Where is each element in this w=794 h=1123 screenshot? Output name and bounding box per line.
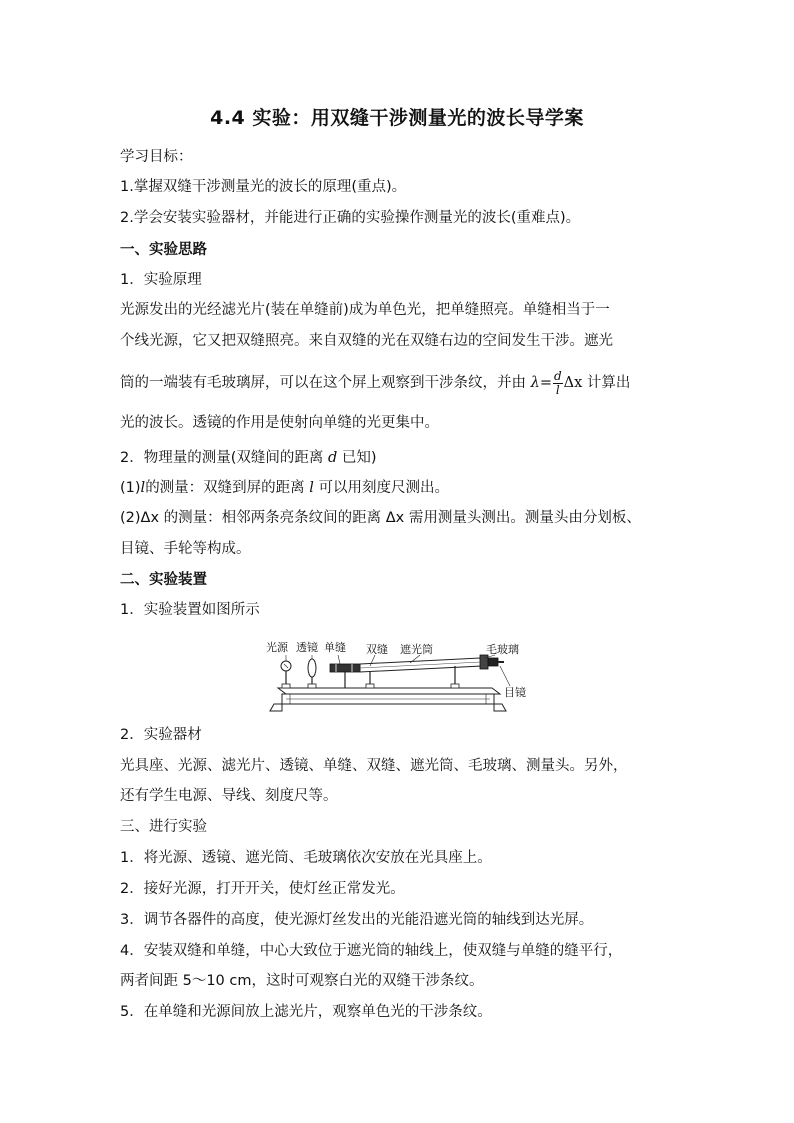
step-1: 1．将光源、透镜、遮光筒、毛玻璃依次安放在光具座上。 bbox=[120, 850, 492, 866]
principle-line-3 bbox=[120, 368, 630, 398]
measurement-dx-line-1: (2)Δx 的测量：相邻两条亮条纹间的距离 Δx 需用测量头测出。测量头由分划板、 bbox=[120, 510, 641, 526]
label-lens: 透镜 bbox=[296, 641, 318, 654]
section-heading-3: 三、进行实验 bbox=[120, 819, 207, 835]
subheading-materials: 2．实验器材 bbox=[120, 727, 202, 743]
objective-item-2: 2.学会安装实验器材，并能进行正确的实验操作测量光的波长(重难点)。 bbox=[120, 210, 581, 226]
measurement-l-var: l bbox=[140, 480, 146, 496]
formula-denominator: l bbox=[555, 382, 560, 397]
measurement-l bbox=[120, 478, 449, 498]
measurement-l-post: 可以用刻度尺测出。 bbox=[318, 480, 450, 496]
label-double-slit: 双缝 bbox=[366, 643, 388, 656]
label-light-source: 光源 bbox=[266, 641, 288, 654]
measurement-l-var-2: l bbox=[309, 480, 314, 496]
optical-bench bbox=[270, 688, 506, 711]
slit-assembly bbox=[330, 664, 360, 688]
principle-line-3-text: 筒的一端装有毛玻璃屏，可以在这个屏上观察到干涉条纹，并由 bbox=[120, 375, 526, 391]
label-frosted-glass: 毛玻璃 bbox=[486, 643, 519, 656]
formula-equals: = bbox=[539, 375, 552, 391]
materials-line-1: 光具座、光源、滤光片、透镜、单缝、双缝、遮光筒、毛玻璃、测量头。另外， bbox=[120, 758, 628, 774]
step-2: 2．接好光源，打开开关，使灯丝正常发光。 bbox=[120, 881, 405, 897]
subheading-principle: 1．实验原理 bbox=[120, 272, 202, 288]
step-3: 3．调节各器件的高度，使光源灯丝发出的光能沿遮光筒的轴线到达光屏。 bbox=[120, 912, 594, 928]
objective-item-1: 1.掌握双缝干涉测量光的波长的原理(重点)。 bbox=[120, 179, 407, 195]
measurement-dx-line-2: 目镜、手轮等构成。 bbox=[120, 541, 251, 557]
formula-lambda: λ bbox=[530, 375, 540, 391]
section-heading-2: 二、实验装置 bbox=[120, 572, 207, 588]
principle-line-3-end: 计算出 bbox=[586, 375, 631, 391]
step-5: 5．在单缝和光源间放上滤光片，观察单色光的干涉条纹。 bbox=[120, 1004, 492, 1020]
light-source bbox=[281, 661, 291, 688]
shield-tube bbox=[360, 658, 482, 688]
principle-line-2: 个线光源，它又把双缝照亮。来自双缝的光在双缝右边的空间发生干涉。遮光 bbox=[120, 333, 613, 349]
apparatus-figure bbox=[260, 636, 540, 716]
label-shield-tube: 遮光筒 bbox=[400, 643, 433, 656]
formula-fraction bbox=[553, 370, 563, 397]
materials-line-2: 还有学生电源、导线、刻度尺等。 bbox=[120, 788, 338, 804]
label-single-slit: 单缝 bbox=[324, 641, 346, 654]
formula-numerator: d bbox=[553, 368, 562, 383]
measurement-var-d: d bbox=[328, 450, 338, 466]
principle-line-4: 光的波长。透镜的作用是使射向单缝的光更集中。 bbox=[120, 415, 439, 431]
measurement-heading-text: 2．物理量的测量(双缝间的距离 bbox=[120, 450, 324, 466]
apparatus-caption: 1．实验装置如图所示 bbox=[120, 602, 260, 618]
objectives-heading: 学习目标： bbox=[120, 149, 193, 165]
measurement-l-mid: 的测量：双缝到屏的距离 bbox=[145, 480, 305, 496]
principle-line-1: 光源发出的光经滤光片(装在单缝前)成为单色光，把单缝照亮。单缝相当于一 bbox=[120, 302, 610, 318]
lens bbox=[308, 659, 316, 688]
formula-delta-x: Δx bbox=[563, 375, 583, 391]
measurement-l-prefix: (1) bbox=[120, 480, 141, 496]
page-title: 4.4 实验：用双缝干涉测量光的波长导学案 bbox=[210, 107, 584, 129]
step-4-line-1: 4．安装双缝和单缝，中心大致位于遮光筒的轴线上，使双缝与单缝的缝平行， bbox=[120, 943, 623, 959]
measurement-heading-end: 已知) bbox=[341, 450, 377, 466]
apparatus-diagram bbox=[260, 636, 540, 716]
subheading-measurement bbox=[120, 448, 377, 468]
section-heading-1: 一、实验思路 bbox=[120, 242, 207, 258]
step-4-line-2: 两者间距 5～10 cm，这时可观察白光的双缝干涉条纹。 bbox=[120, 973, 484, 989]
label-eyepiece: 目镜 bbox=[504, 686, 526, 699]
